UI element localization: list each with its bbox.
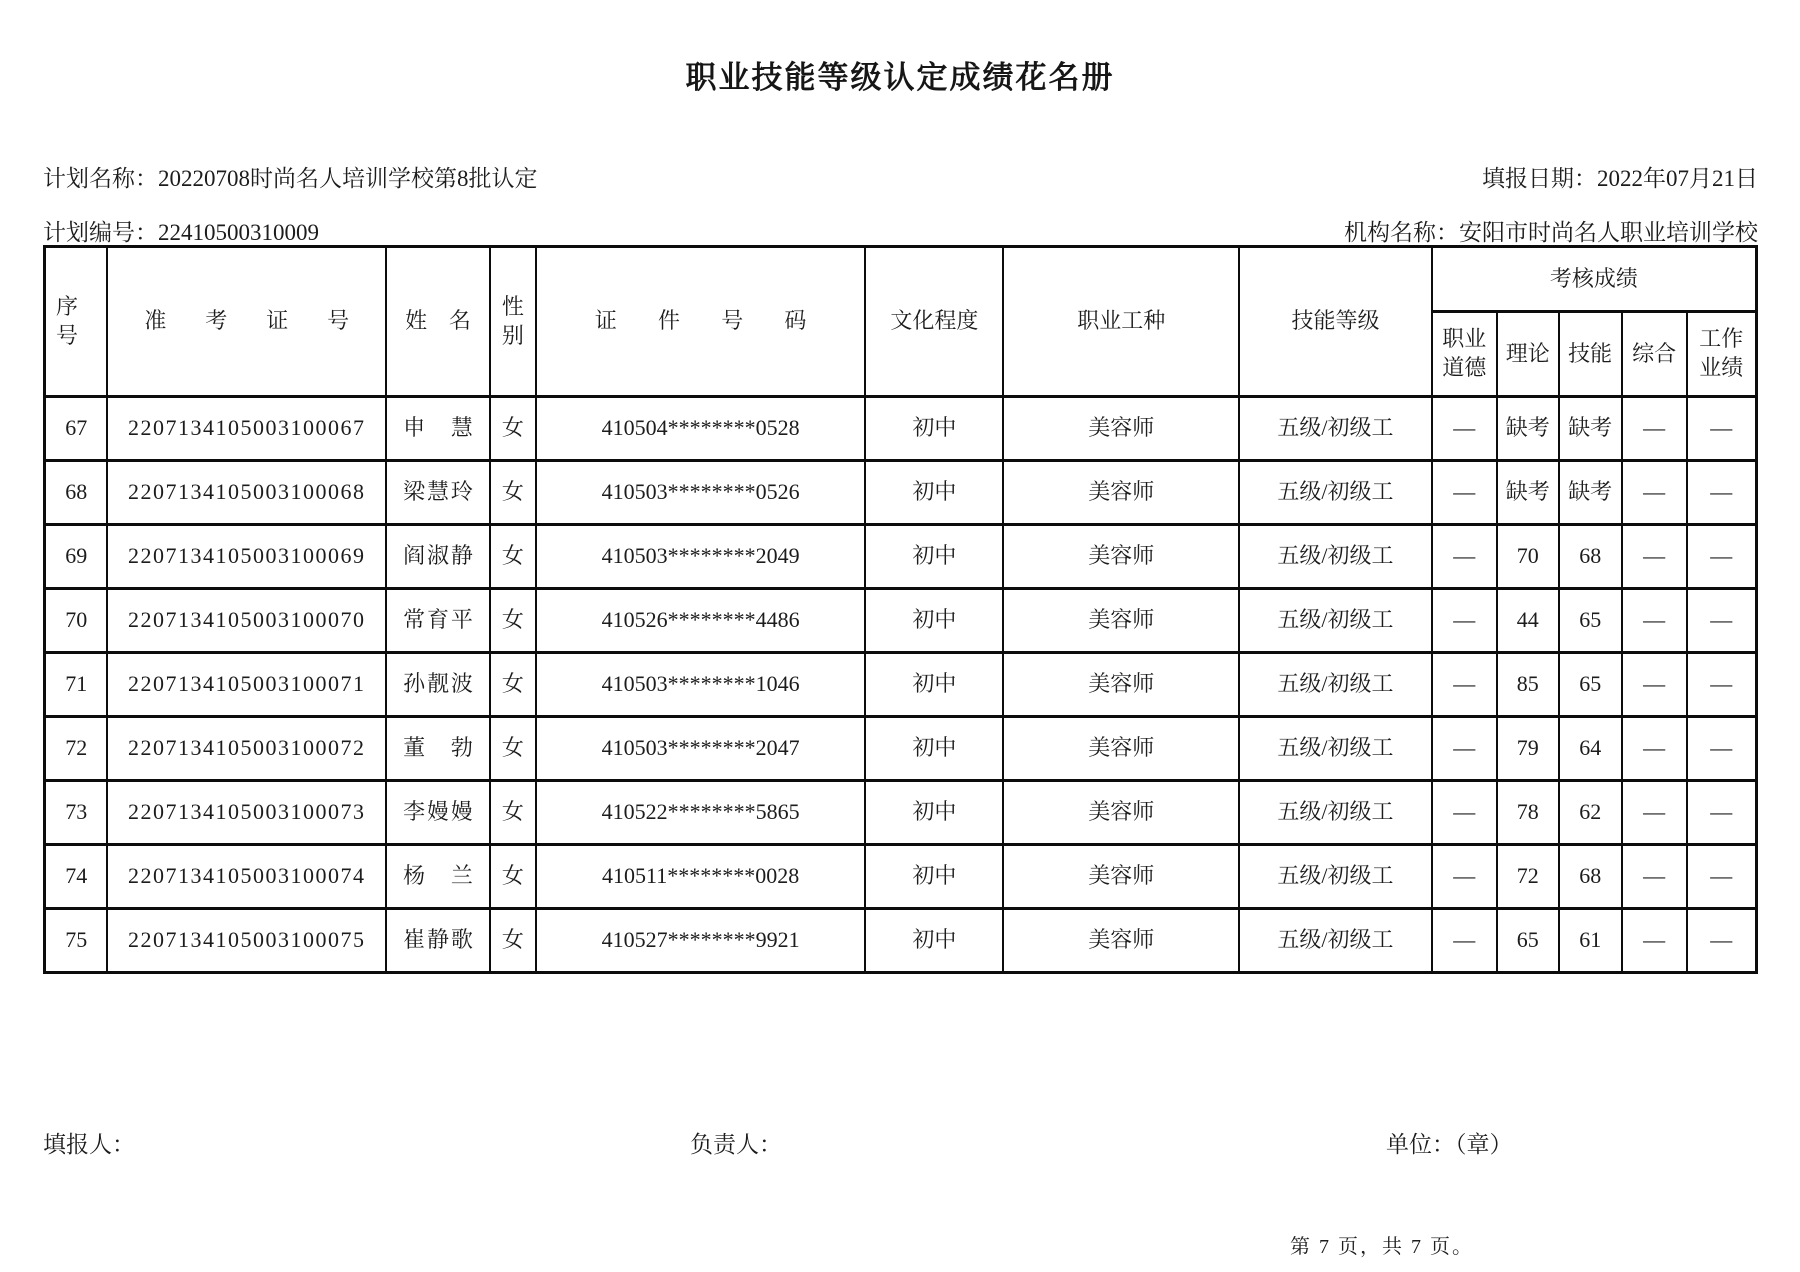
cell-score-skill: 68 <box>1559 525 1622 589</box>
cell-id-no: 410503********0526 <box>536 461 866 525</box>
table-header <box>45 247 1757 397</box>
cell-score-theory: 78 <box>1497 781 1559 845</box>
cell-score-work: — <box>1687 589 1757 653</box>
cell-exam-no: 2207134105003100069 <box>107 525 386 589</box>
header-seq: 序号 <box>45 247 108 397</box>
cell-seq: 73 <box>45 781 108 845</box>
cell-seq: 72 <box>45 717 108 781</box>
cell-skill-level: 五级/初级工 <box>1239 589 1432 653</box>
cell-gender: 女 <box>490 525 536 589</box>
cell-score-skill: 68 <box>1559 845 1622 909</box>
cell-education: 初中 <box>865 525 1003 589</box>
unit-seal-label: 单位：（章） <box>1386 1131 1513 1157</box>
signature-line <box>0 1126 1800 1160</box>
cell-education: 初中 <box>865 717 1003 781</box>
cell-score-work: — <box>1687 525 1757 589</box>
cell-score-comprehensive: — <box>1622 461 1687 525</box>
cell-score-ethics: — <box>1432 589 1497 653</box>
cell-seq: 67 <box>45 397 108 461</box>
plan-name: 计划名称：20220708时尚名人培训学校第8批认定 <box>43 166 538 191</box>
cell-exam-no: 2207134105003100067 <box>107 397 386 461</box>
cell-occupation: 美容师 <box>1003 461 1239 525</box>
report-date: 填报日期：2022年07月21日 <box>1482 166 1758 191</box>
cell-score-work: — <box>1687 845 1757 909</box>
info-line-2 <box>43 214 1758 247</box>
cell-exam-no: 2207134105003100075 <box>107 909 386 973</box>
cell-id-no: 410503********2047 <box>536 717 866 781</box>
cell-id-no: 410503********1046 <box>536 653 866 717</box>
cell-score-theory: 65 <box>1497 909 1559 973</box>
table-row <box>45 397 1757 461</box>
cell-gender: 女 <box>490 909 536 973</box>
cell-gender: 女 <box>490 589 536 653</box>
table-row <box>45 909 1757 973</box>
cell-score-ethics: — <box>1432 717 1497 781</box>
cell-score-theory: 85 <box>1497 653 1559 717</box>
cell-name: 孙靓波 <box>386 653 490 717</box>
cell-seq: 68 <box>45 461 108 525</box>
cell-exam-no: 2207134105003100071 <box>107 653 386 717</box>
cell-score-skill: 65 <box>1559 653 1622 717</box>
cell-seq: 70 <box>45 589 108 653</box>
header-score-ethics: 职业道德 <box>1432 312 1497 397</box>
cell-occupation: 美容师 <box>1003 781 1239 845</box>
cell-score-ethics: — <box>1432 781 1497 845</box>
header-occupation: 职业工种 <box>1003 247 1239 397</box>
cell-score-theory: 79 <box>1497 717 1559 781</box>
cell-score-ethics: — <box>1432 397 1497 461</box>
table-row <box>45 781 1757 845</box>
cell-score-work: — <box>1687 717 1757 781</box>
cell-score-skill: 65 <box>1559 589 1622 653</box>
table-row <box>45 845 1757 909</box>
cell-occupation: 美容师 <box>1003 717 1239 781</box>
cell-name: 阎淑静 <box>386 525 490 589</box>
cell-skill-level: 五级/初级工 <box>1239 461 1432 525</box>
header-name: 姓名 <box>386 247 490 397</box>
cell-id-no: 410522********5865 <box>536 781 866 845</box>
cell-seq: 71 <box>45 653 108 717</box>
cell-skill-level: 五级/初级工 <box>1239 717 1432 781</box>
table-row <box>45 589 1757 653</box>
cell-gender: 女 <box>490 653 536 717</box>
cell-occupation: 美容师 <box>1003 653 1239 717</box>
page-title: 职业技能等级认定成绩花名册 <box>685 60 1115 95</box>
page-number: 第 7 页，共 7 页。 <box>1290 1236 1474 1258</box>
cell-education: 初中 <box>865 909 1003 973</box>
cell-id-no: 410511********0028 <box>536 845 866 909</box>
cell-id-no: 410503********2049 <box>536 525 866 589</box>
cell-occupation: 美容师 <box>1003 525 1239 589</box>
manager-label: 负责人： <box>690 1131 782 1157</box>
cell-score-skill: 缺考 <box>1559 397 1622 461</box>
cell-id-no: 410527********9921 <box>536 909 866 973</box>
cell-score-ethics: — <box>1432 845 1497 909</box>
table-row <box>45 461 1757 525</box>
cell-skill-level: 五级/初级工 <box>1239 909 1432 973</box>
header-education: 文化程度 <box>865 247 1003 397</box>
cell-seq: 74 <box>45 845 108 909</box>
cell-occupation: 美容师 <box>1003 589 1239 653</box>
cell-name: 李嫚嫚 <box>386 781 490 845</box>
cell-score-ethics: — <box>1432 525 1497 589</box>
cell-gender: 女 <box>490 717 536 781</box>
cell-score-comprehensive: — <box>1622 781 1687 845</box>
cell-skill-level: 五级/初级工 <box>1239 653 1432 717</box>
cell-education: 初中 <box>865 397 1003 461</box>
cell-education: 初中 <box>865 781 1003 845</box>
cell-score-comprehensive: — <box>1622 717 1687 781</box>
cell-name: 梁慧玲 <box>386 461 490 525</box>
cell-education: 初中 <box>865 653 1003 717</box>
cell-score-comprehensive: — <box>1622 653 1687 717</box>
cell-occupation: 美容师 <box>1003 845 1239 909</box>
cell-id-no: 410504********0528 <box>536 397 866 461</box>
cell-score-work: — <box>1687 461 1757 525</box>
cell-gender: 女 <box>490 845 536 909</box>
cell-exam-no: 2207134105003100072 <box>107 717 386 781</box>
cell-id-no: 410526********4486 <box>536 589 866 653</box>
cell-score-comprehensive: — <box>1622 589 1687 653</box>
header-row-top <box>45 247 1757 312</box>
header-score-comprehensive: 综合 <box>1622 312 1687 397</box>
header-score-theory: 理论 <box>1497 312 1559 397</box>
cell-seq: 69 <box>45 525 108 589</box>
header-skill-level: 技能等级 <box>1239 247 1432 397</box>
table-row <box>45 525 1757 589</box>
cell-score-comprehensive: — <box>1622 397 1687 461</box>
cell-score-ethics: — <box>1432 461 1497 525</box>
cell-name: 杨兰 <box>386 845 490 909</box>
cell-skill-level: 五级/初级工 <box>1239 525 1432 589</box>
cell-score-theory: 缺考 <box>1497 397 1559 461</box>
cell-exam-no: 2207134105003100070 <box>107 589 386 653</box>
org-name: 机构名称：安阳市时尚名人职业培训学校 <box>1344 220 1758 245</box>
cell-skill-level: 五级/初级工 <box>1239 397 1432 461</box>
cell-skill-level: 五级/初级工 <box>1239 845 1432 909</box>
cell-name: 董勃 <box>386 717 490 781</box>
cell-score-comprehensive: — <box>1622 909 1687 973</box>
score-roster-table <box>43 245 1758 974</box>
table-row <box>45 717 1757 781</box>
header-exam-no: 准考证号 <box>107 247 386 397</box>
cell-exam-no: 2207134105003100068 <box>107 461 386 525</box>
cell-score-theory: 70 <box>1497 525 1559 589</box>
cell-gender: 女 <box>490 781 536 845</box>
cell-exam-no: 2207134105003100073 <box>107 781 386 845</box>
cell-education: 初中 <box>865 589 1003 653</box>
header-score-skill: 技能 <box>1559 312 1622 397</box>
header-id-no: 证件号码 <box>536 247 866 397</box>
cell-score-skill: 64 <box>1559 717 1622 781</box>
cell-score-ethics: — <box>1432 909 1497 973</box>
cell-score-theory: 72 <box>1497 845 1559 909</box>
header-score-group: 考核成绩 <box>1432 247 1757 312</box>
info-line-1 <box>43 160 1758 193</box>
plan-code: 计划编号：22410500310009 <box>43 220 319 245</box>
header-gender: 性别 <box>490 247 536 397</box>
cell-occupation: 美容师 <box>1003 397 1239 461</box>
cell-seq: 75 <box>45 909 108 973</box>
cell-name: 崔静歌 <box>386 909 490 973</box>
cell-education: 初中 <box>865 845 1003 909</box>
cell-score-work: — <box>1687 781 1757 845</box>
header-score-work: 工作业绩 <box>1687 312 1757 397</box>
cell-score-work: — <box>1687 653 1757 717</box>
cell-name: 申慧 <box>386 397 490 461</box>
cell-score-ethics: — <box>1432 653 1497 717</box>
cell-exam-no: 2207134105003100074 <box>107 845 386 909</box>
cell-score-work: — <box>1687 397 1757 461</box>
cell-score-theory: 44 <box>1497 589 1559 653</box>
cell-gender: 女 <box>490 461 536 525</box>
cell-score-comprehensive: — <box>1622 525 1687 589</box>
cell-skill-level: 五级/初级工 <box>1239 781 1432 845</box>
cell-score-theory: 缺考 <box>1497 461 1559 525</box>
cell-name: 常育平 <box>386 589 490 653</box>
cell-occupation: 美容师 <box>1003 909 1239 973</box>
table-body <box>45 397 1757 973</box>
cell-score-skill: 缺考 <box>1559 461 1622 525</box>
cell-score-comprehensive: — <box>1622 845 1687 909</box>
filler-label: 填报人： <box>43 1131 135 1157</box>
table-row <box>45 653 1757 717</box>
cell-score-work: — <box>1687 909 1757 973</box>
cell-gender: 女 <box>490 397 536 461</box>
cell-score-skill: 62 <box>1559 781 1622 845</box>
cell-education: 初中 <box>865 461 1003 525</box>
cell-score-skill: 61 <box>1559 909 1622 973</box>
